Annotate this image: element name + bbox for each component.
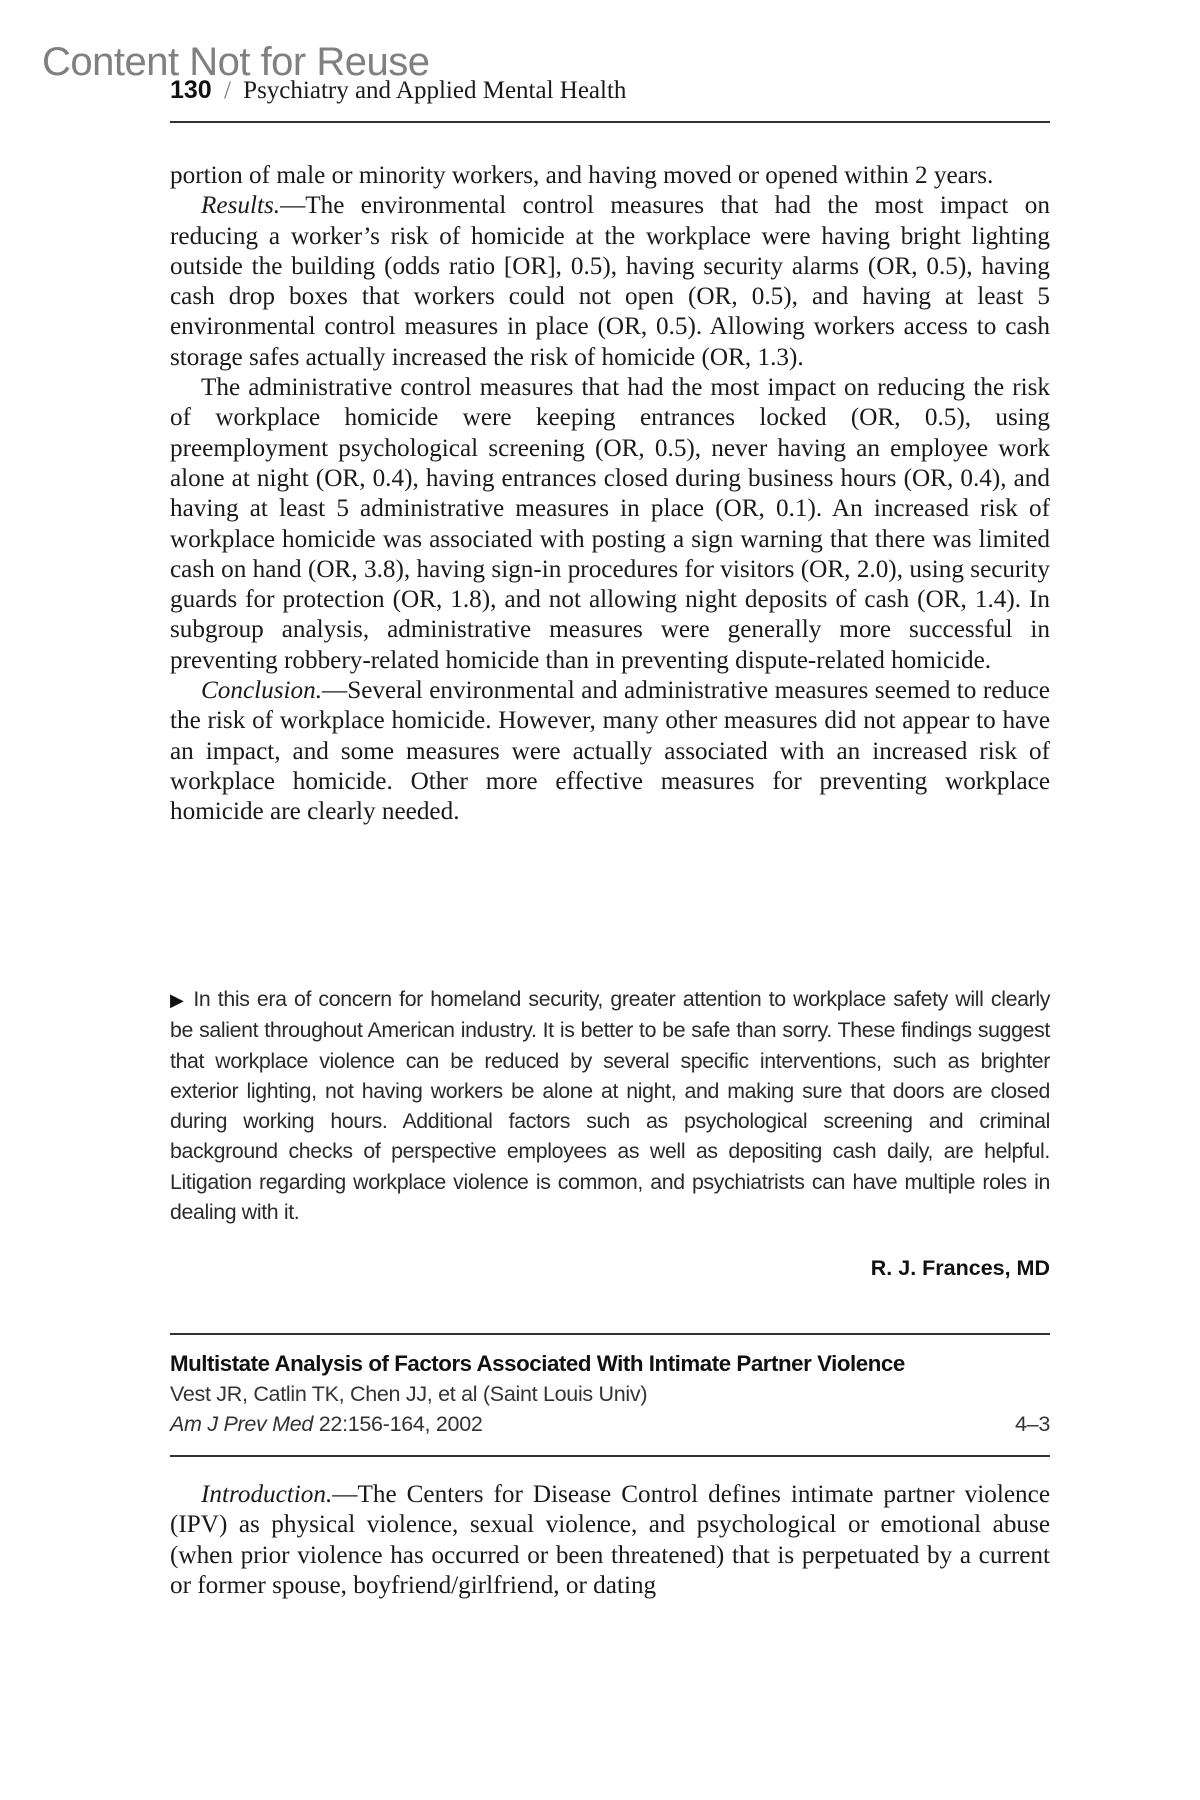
watermark: Content Not for Reuse: [42, 40, 430, 84]
article-authors: Vest JR, Catlin TK, Chen JJ, et al (Saint Louis Univ): [170, 1382, 648, 1406]
journal-name: Am J Prev Med: [170, 1412, 314, 1436]
results-paragraph: [170, 191, 1050, 373]
results-text: The environmental control measures that had the most impact on reducing a worker’s risk of homicide at the workplace were having bright lighting outside the building (odds ratio [OR], 0.5), having security alarms (OR, 0.5), having cash drop boxes that workers could not open (OR, 0.5), and having at least 5 environmental control measures in place (OR, 0.5). Allowing workers access to cash storage safes actually increased the risk of homicide (OR, 1.3).: [170, 192, 1050, 371]
running-head: [170, 78, 1050, 103]
commentary-text: In this era of concern for homeland security, greater attention to workplace safety will clearly be salient throughout American industry. It is better to be safe than sorry. These findings suggest that workplace violence can be reduced by several specific interventions, such as brighter exterior lighting, not having workers be alone at night, and making sure that doors are closed during working hours. Additional factors such as psychological screening and criminal background checks of perspective employees as well as depositing cash daily, are helpful. Litigation regarding workplace violence is common, and psychiatrists can have multiple roles in dealing with it.: [170, 987, 1050, 1225]
results-dash: —: [280, 192, 306, 220]
results-label: Results.: [201, 192, 281, 220]
article-body: [170, 1480, 1050, 1601]
article-title: Multistate Analysis of Factors Associated With Intimate Partner Violence: [170, 1351, 905, 1376]
introduction-text: The Centers for Disease Control defines intimate partner violence (IPV) as physical violence, sexual violence, and psychological or emotional abuse (when prior violence has occurred or been threatened) that is perpetuated by a current or former spouse, boyfriend/girlfriend, or dating: [170, 1481, 1050, 1599]
editor-commentary: [170, 984, 1050, 1227]
introduction-paragraph: [170, 1480, 1050, 1601]
play-triangle-icon: ▶: [170, 990, 186, 1010]
article-citation: [170, 1409, 1050, 1439]
conclusion-label: Conclusion.: [201, 677, 323, 705]
publication-title: Psychiatry and Applied Mental Health: [243, 77, 627, 104]
article-code: 4–3: [1015, 1412, 1050, 1436]
article-header: [170, 1349, 1050, 1439]
introduction-dash: —: [332, 1481, 358, 1508]
conclusion-paragraph: [170, 676, 1050, 827]
administrative-paragraph: The administrative control measures that had the most impact on reducing the risk of workplace homicide were keeping entrances locked (OR, 0.5), using preemployment psychological screening (OR, 0.5), never having an employee work alone at night (OR, 0.4), having entrances closed during business hours (OR, 0.4), and having at least 5 administrative measures in place (OR, 0.1). An increased risk of workplace homicide was associated with posting a sign warning that there was limited cash on hand (OR, 3.8), having sign-in procedures for visitors (OR, 2.0), using security guards for protection (OR, 1.8), and not allowing night deposits of cash (OR, 1.4). In subgroup analysis, administrative measures were generally more successful in preventing robbery-related homicide than in preventing dispute-related homicide.: [170, 374, 1050, 674]
journal-volume-pages: 22:156-164, 2002: [318, 1412, 483, 1436]
continuation-paragraph: portion of male or minority workers, and having moved or opened within 2 years.: [170, 162, 994, 189]
page-number: 130: [170, 76, 212, 104]
conclusion-text: Several environmental and administrative measures seemed to reduce the risk of workplace homicide. However, many other measures did not appear to have an impact, and some measures were actually associated with an increased risk of workplace homicide. Other more effective measures for preventing workplace homicide are clearly needed.: [170, 677, 1050, 826]
introduction-label: Introduction.: [201, 1481, 333, 1508]
running-head-separator: /: [223, 77, 231, 104]
header-rule: [170, 121, 1050, 123]
article-top-rule: [170, 1333, 1050, 1335]
commentary-signature: R. J. Frances, MD: [870, 1256, 1050, 1280]
abstract-body: [170, 161, 1050, 828]
conclusion-dash: —: [322, 677, 348, 705]
article-bottom-rule: [170, 1455, 1050, 1457]
